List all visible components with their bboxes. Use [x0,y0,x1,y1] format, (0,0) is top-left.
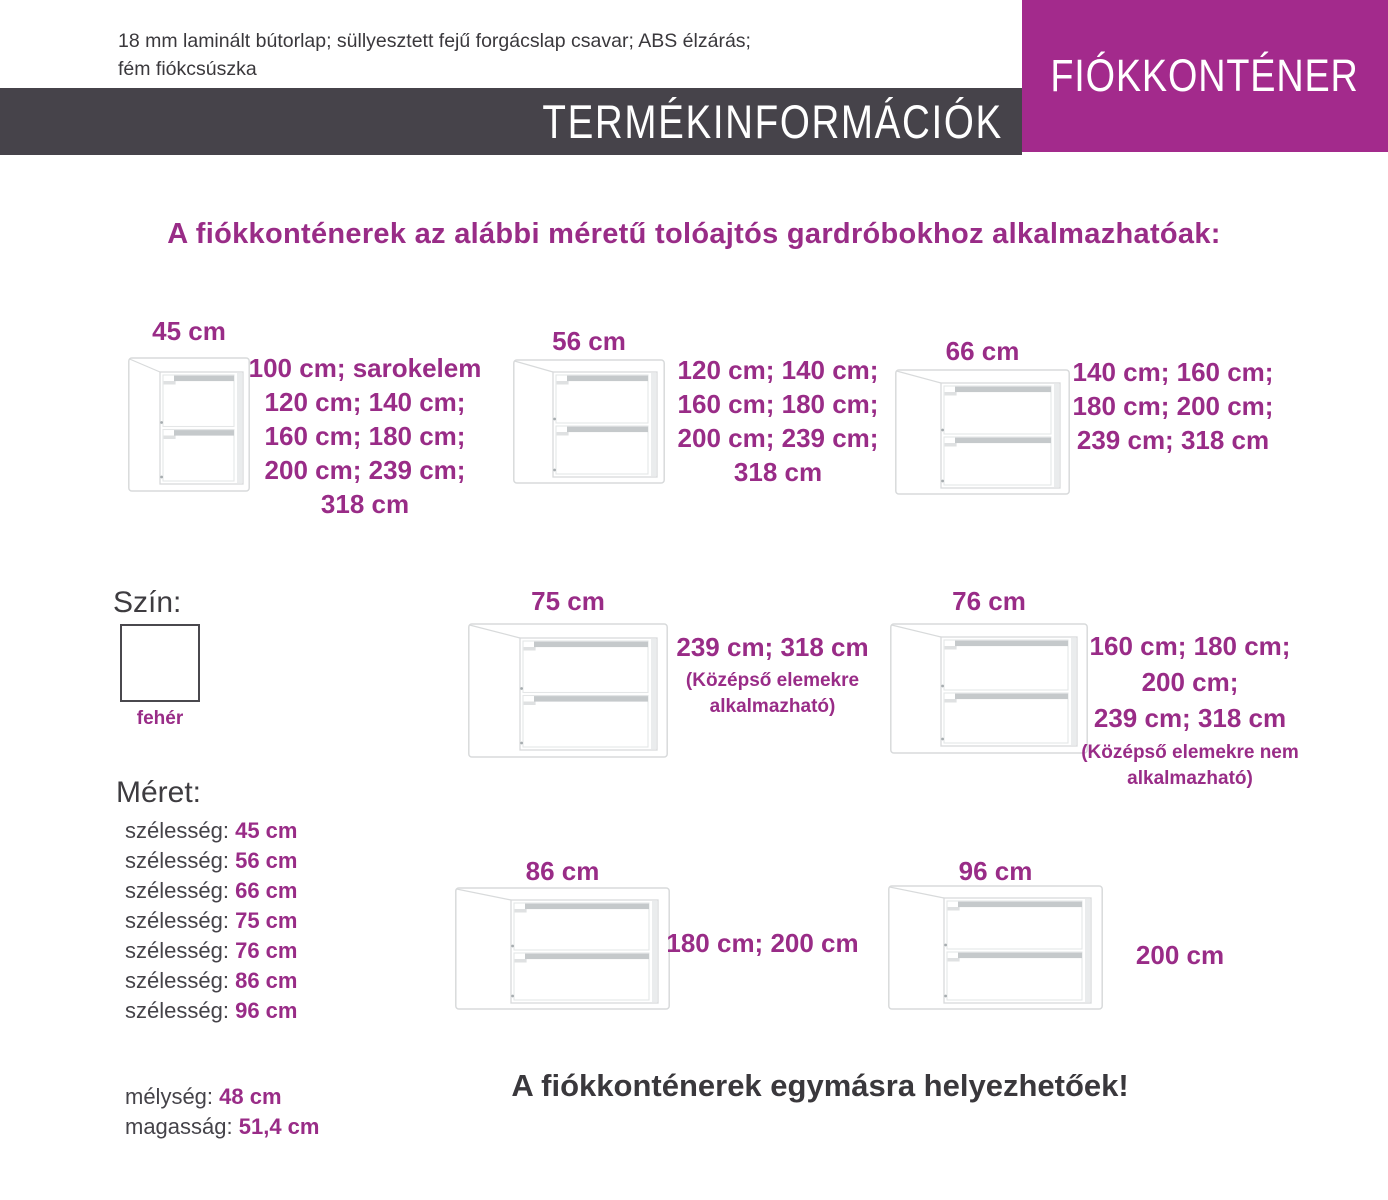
width-dimension-list [125,816,297,1026]
section-title-bar [0,88,1022,155]
material-info-line1: 18 mm laminált bútorlap; süllyesztett fejű forgácslap csavar; ABS élzárás; [118,30,751,52]
size-line: 239 cm; 318 cm [1076,425,1270,455]
drawer-cabinet-illustration-96 [888,878,1103,1010]
cabinet-width-label: 45 cm [152,316,226,346]
size-line: 180 cm; 200 cm; [1072,391,1274,421]
width-dimension-line: szélesség: 76 cm [125,938,298,963]
drawer-cabinet-illustration-86 [455,880,670,1010]
size-line: 200 cm; 239 cm; [264,455,466,485]
size-line: 318 cm [320,489,410,519]
drawer-cabinet-illustration-45 [128,350,250,492]
size-line: 200 cm; [1141,667,1239,697]
size-line: 140 cm; 160 cm; [1072,357,1274,387]
cabinet-width-label: 76 cm [952,586,1026,616]
size-line: 200 cm [1135,940,1225,970]
size-line: 160 cm; 180 cm; [264,421,466,451]
compatibility-note: (Középső elemekre nem alkalmazható) [1081,742,1299,789]
color-swatch-white [120,624,200,702]
material-info-text [118,27,938,83]
product-title: FIÓKKONTÉNER [1050,50,1360,101]
cabinet-width-label: 66 cm [945,336,1020,366]
size-line: 100 cm; sarokelem [248,353,482,383]
compatible-sizes-list [240,351,490,521]
material-info-line2: fém fiókcsúszka [118,58,257,80]
depth-height-dimension-list [125,1082,319,1142]
cabinet-width-label: 86 cm [525,856,600,886]
compatible-sizes-list [655,630,890,664]
width-dimension-line: szélesség: 96 cm [125,998,298,1023]
compatibility-note: (Középső elemekre alkalmazható) [685,670,860,717]
cabinet-width-label: 56 cm [552,326,626,356]
compatible-sizes-list [1075,628,1305,736]
size-line: 160 cm; 180 cm; [1089,631,1291,661]
drawer-cabinet-illustration-56 [513,352,665,484]
width-dimension-line: szélesség: 56 cm [125,848,298,873]
product-title-banner [1022,0,1388,152]
page-title: TERMÉKINFORMÁCIÓK [541,95,1003,148]
size-line: 239 cm; 318 cm [1093,703,1287,733]
drawer-cabinet-illustration-75 [468,616,668,758]
width-dimension-line: szélesség: 45 cm [125,818,298,843]
drawer-cabinet-illustration-66 [895,362,1070,495]
color-section-title: Szín: [113,586,182,619]
cabinet-width-label: 75 cm [531,586,605,616]
compatible-sizes-list [1080,938,1280,972]
width-dimension-line: szélesség: 86 cm [125,968,298,993]
compatibility-subtitle: A fiókkonténerek az alábbi méretű tolóajtós gardróbokhoz alkalmazhatóak: [167,218,1221,250]
compatible-sizes-list [1068,355,1278,457]
compatible-sizes-list [668,353,888,489]
size-line: 239 cm; 318 cm [676,632,869,662]
size-line: 318 cm [733,457,823,487]
width-dimension-line: szélesség: 75 cm [125,908,298,933]
compatible-sizes-list [655,926,870,960]
stacking-note: A fiókkonténerek egymásra helyezhetőek! [511,1068,1129,1103]
cabinet-width-label: 96 cm [958,856,1033,886]
height-dimension-line: magasság: 51,4 cm [125,1114,320,1139]
size-line: 120 cm; 140 cm; [677,355,879,385]
drawer-cabinet-illustration-76 [890,616,1088,754]
size-line: 200 cm; 239 cm; [677,423,879,453]
size-line: 180 cm; 200 cm [666,928,859,958]
depth-dimension-line: mélység: 48 cm [125,1084,282,1109]
size-line: 160 cm; 180 cm; [677,389,879,419]
size-section-title: Méret: [116,776,202,809]
size-line: 120 cm; 140 cm; [264,387,466,417]
width-dimension-line: szélesség: 66 cm [125,878,298,903]
color-swatch-label: fehér [136,708,184,729]
